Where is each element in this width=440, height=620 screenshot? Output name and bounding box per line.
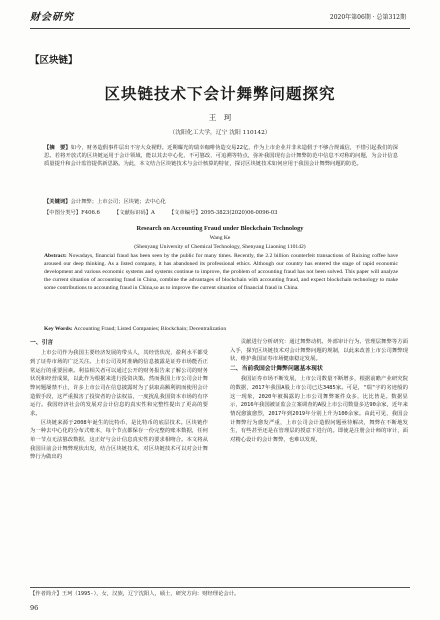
section-heading-intro: 一、引言	[30, 340, 54, 346]
page-header	[0, 0, 440, 34]
english-author: Wang Ke	[209, 235, 231, 241]
section-tag: 【区块链】	[30, 55, 78, 66]
chinese-keywords	[44, 197, 398, 205]
keywords-label: 【关键词】	[44, 199, 71, 205]
english-keywords-label: Key Words:	[44, 326, 73, 332]
body-paragraph: 贡献进行分析研究：通过舞弊动机、外部审计行为、管理层舞弊等方面入手，探究区块链技术对会计舞弊问题的规制，以此来改善上市公司舞弊现状，维护我国证券市场健康稳定发展。	[230, 339, 408, 363]
chinese-abstract	[44, 144, 398, 168]
body-paragraph: 我国证券市场不断发展，上市公司数量不断增多，根据前瞻产业研究院的数据，2017年我国A股上市公司已达3485家。可是，"瑞"字的劣迹般的这一现象，2020年被揭露的上市公司舞弊案件众多，比比皆是。数据显示，2016年我国被证监会立案调查的A股上市公司数量多达90余家，近年来情况愈演愈烈，2017年到2019年分别上升为100余家。由此可见，我国会计舞弊行为愈发严重，上市公司会计造假问题亟待解决，舞弊在不断地发生，有些甚至还是在管理层的授意下进行的。即使是注册会计师的审计，面对精心设计的会计舞弊，也难以发现，	[230, 376, 408, 443]
clc-number: 【中图分类号】F406.6	[44, 210, 100, 216]
abstract-label: 【摘 要】	[44, 145, 71, 151]
english-abstract	[44, 253, 398, 293]
section-heading-status: 二、当前我国会计舞弊问题基本现状	[230, 365, 323, 372]
document-code: 【文献标识码】A	[113, 210, 155, 216]
author-footnote: 【作者简介】王珂（1995-），女，汉族，辽宁沈阳人，硕士，研究方向：财经理论会计。	[30, 591, 240, 597]
english-abstract-text: Nowadays, financial fraud has been seen by the public for many times. Recently, the 2.2 billion counterfeit transactions of Ruixing coffee have aroused our deep thinking. As a listed company, it has abandoned its professional ethics. Although our country has entered the stage of rapid economic development and various economic systems and systems continue to improve, the problem of accounting fraud has not been solved. This paper will analyze the current situation of accounting fraud in China, combine the advantages of blockchain with accounting fraud, and expect blockchain technology to make some contributions to accounting fraud in China,so as to improve the current situation of financial fraud in China.	[44, 253, 398, 291]
author-affiliation: （沈阳化工大学，辽宁 沈阳 110142）	[169, 130, 271, 136]
author-name: 王 珂	[208, 113, 232, 122]
header-divider	[30, 28, 410, 29]
abstract-text: 如今，财务造假事件层出不穷大众视野。近期曝光的瑞幸咖啡伪造交易22亿，作为上市企业并非未造假于不够合规诚信，不惜引起我们的深思。若将开放式的区块链运用于会计领域，能以其去中心化、不可篡改、可追溯等特点，弥补我国现有会计舞弊防范中信息不对称的问题，为会计信息质量提升和会计监管提供新思路。为此，本文结合区块链技术与会计核算的特征，探讨区块链技术如何应用于我国会计舞弊问题的防范。	[44, 145, 398, 168]
keywords-text: 会计舞弊；上市公司；区块链；去中心化	[70, 199, 166, 205]
body-column-left	[30, 338, 208, 462]
english-abstract-label: Abstract:	[44, 253, 67, 259]
english-keywords-text: Accounting Fraud; Listed Companies; Blockchain; Decentralization	[73, 326, 227, 332]
page-number: 96	[30, 604, 39, 612]
classification-row	[44, 208, 398, 216]
english-title: Research on Accounting Fraud under Blockchain Technology	[136, 225, 304, 232]
body-paragraph: 上市公司作为我国主要经济发展的带头人，其经营状况，盈利水平都受到了证券市场的广泛关注。上市公司及时准确的信息披露是证券市场能否正常运行的重要因素。利益相关者可以通过公开的财务报告来了解公司的财务状况和经营成果，以此作为根据来进行投资决策。然而我国上市公司会计舞弊问题屡禁不止，许多上市公司在信息披露时为了获取高额利润而使用会计造假手段，这严重损害了投资者的合法权益，一度扰乱我国资本市场的有序运行。我国经济社会的发展对会计信息的真实性和完整性提出了更高的要求。	[30, 350, 208, 417]
journal-logo: 财会研究	[30, 12, 74, 23]
article-id: 【文章编号】2095-3823(2020)06-0096-03	[168, 210, 278, 216]
body-paragraph: 区块链来源于2008年诞生的比特币，是比特币的底层技术。区块链作为一种去中心化的分布式账本，每个节点都保存一份完整的账本数据，任何单一节点无法篡改数据，这正好与会计信息真实性的要求相吻合。本文将从我国目前会计舞弊现状出发，结合区块链技术，对区块链技术可以对会计舞弊行为做出的	[30, 419, 208, 461]
footnote-divider	[30, 587, 410, 588]
english-keywords	[44, 326, 398, 332]
english-affiliation: (Shenyang University of Chemical Technology, Shenyang Liaoning 110142)	[134, 244, 306, 250]
paper-title: 区块链技术下会计舞弊问题探究	[104, 84, 336, 103]
issue-info: 2020年第06期 · 总第312期	[329, 14, 406, 21]
body-column-right	[230, 338, 408, 445]
